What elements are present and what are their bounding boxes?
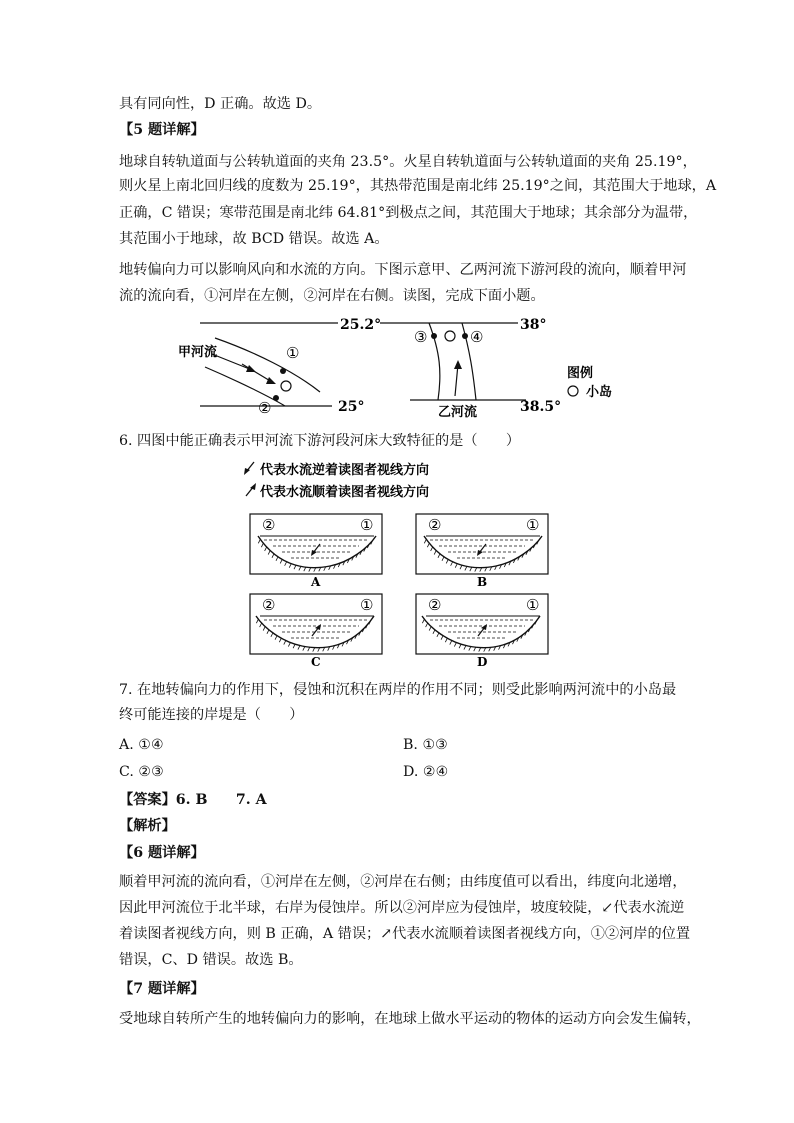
section-heading: 【7 题详解】 <box>119 981 205 997</box>
text-line: 受地球自转所产生的地转偏向力的影响，在地球上做水平运动的物体的运动方向会发生偏转， <box>119 1011 701 1027</box>
river-label-jia: 甲河流 <box>178 345 218 360</box>
bank-label-2: ② <box>258 399 272 417</box>
panel-label: B <box>477 575 488 589</box>
legend-against-label: 代表水流逆着读图者视线方向 <box>260 463 430 478</box>
text-line: 错误，C、D 错误。故选 B。 <box>119 952 303 968</box>
option-c: C. ②③ <box>119 764 164 780</box>
cross-section-panel-c <box>250 594 382 669</box>
island-marker <box>281 381 291 391</box>
answer-line: 【答案】6. B 7. A <box>119 792 267 808</box>
bank-point <box>462 333 468 339</box>
option-b: B. ①③ <box>403 737 448 753</box>
section-heading: 【5 题详解】 <box>119 122 205 138</box>
legend-island-label: 小岛 <box>586 385 613 400</box>
lat-label: 38.5° <box>520 399 562 415</box>
bank-point <box>273 395 279 401</box>
arrow-along-icon <box>481 624 487 630</box>
arrow-along-icon <box>315 624 321 630</box>
river-label-yi: 乙河流 <box>438 405 478 420</box>
question-7-cont: 终可能连接的岸堤是（ ） <box>119 707 304 723</box>
text-line: 流的流向看，①河岸在左侧，②河岸在右侧。读图，完成下面小题。 <box>119 288 545 304</box>
panel-label: A <box>311 575 321 589</box>
question-7: 7. 在地转偏向力的作用下，侵蚀和沉积在两岸的作用不同；则受此影响两河流中的小岛最 <box>119 682 677 698</box>
text-line: 其范围小于地球，故 BCD 错误。故选 A。 <box>119 231 389 247</box>
bank-point <box>280 368 286 374</box>
lat-label: 25.2° <box>340 317 382 333</box>
bank-label-4: ④ <box>470 328 484 346</box>
arrow-against-icon <box>477 550 483 556</box>
text-line: 顺着甲河流的流向看，①河岸在左侧，②河岸在右侧；由纬度值可以看出，纬度向北递增， <box>119 874 687 890</box>
panel-label: D <box>477 655 488 669</box>
text-line: 着读图者视线方向，则 B 正确，A 错误；↗代表水流顺着读图者视线方向，①②河岸的位置 <box>119 926 691 942</box>
legend-title: 图例 <box>567 366 594 381</box>
text-line: 则火星上南北回归线的度数为 25.19°，其热带范围是南北纬 25.19°之间，其范围大于地球，A <box>119 178 717 194</box>
island-marker <box>445 331 455 341</box>
text-line: 正确，C 错误；寒带范围是南北纬 64.81°到极点之间，其范围大于地球；其余部分为温带， <box>119 205 698 221</box>
bank-label-3: ③ <box>414 328 428 346</box>
option-a: A. ①④ <box>119 737 164 753</box>
island-legend-icon <box>568 386 578 396</box>
panel-bank-right: ① <box>360 596 374 614</box>
option-d: D. ②④ <box>403 764 449 780</box>
panel-bank-left: ② <box>428 516 442 534</box>
cross-section-panel-a <box>250 514 382 589</box>
bank-label-1: ① <box>286 344 300 362</box>
section-heading: 【6 题详解】 <box>119 845 205 861</box>
flow-direction-legend <box>240 458 500 502</box>
cross-section-panel-b <box>416 514 548 589</box>
text-line: 具有同向性，D 正确。故选 D。 <box>119 96 322 112</box>
text-line: 因此甲河流位于北半球，右岸为侵蚀岸。所以②河岸应为侵蚀岸，坡度较陡，↙代表水流逆 <box>119 900 685 916</box>
panel-bank-right: ① <box>526 516 540 534</box>
panel-bank-left: ② <box>262 596 276 614</box>
question-6: 6. 四图中能正确表示甲河流下游河段河床大致特征的是（ ） <box>119 433 521 449</box>
cross-section-panels <box>248 512 558 672</box>
bank-point <box>431 333 437 339</box>
panel-bank-left: ② <box>262 516 276 534</box>
cross-section-panel-d <box>416 594 548 669</box>
text-line: 地球自转轨道面与公转轨道面的夹角 23.5°。火星自转轨道面与公转轨道面的夹角 25.19°， <box>119 154 697 170</box>
lat-label: 38° <box>520 317 547 333</box>
river-map-figure <box>170 312 640 424</box>
arrow-against-icon <box>311 550 317 556</box>
panel-label: C <box>311 655 321 669</box>
panel-bank-right: ① <box>526 596 540 614</box>
lat-label: 25° <box>338 399 365 415</box>
panel-bank-left: ② <box>428 596 442 614</box>
legend-along-label: 代表水流顺着读图者视线方向 <box>260 485 430 500</box>
panel-bank-right: ① <box>360 516 374 534</box>
analysis-heading: 【解析】 <box>119 818 176 834</box>
text-line: 地转偏向力可以影响风向和水流的方向。下图示意甲、乙两河流下游河段的流向，顺着甲河 <box>119 262 687 278</box>
